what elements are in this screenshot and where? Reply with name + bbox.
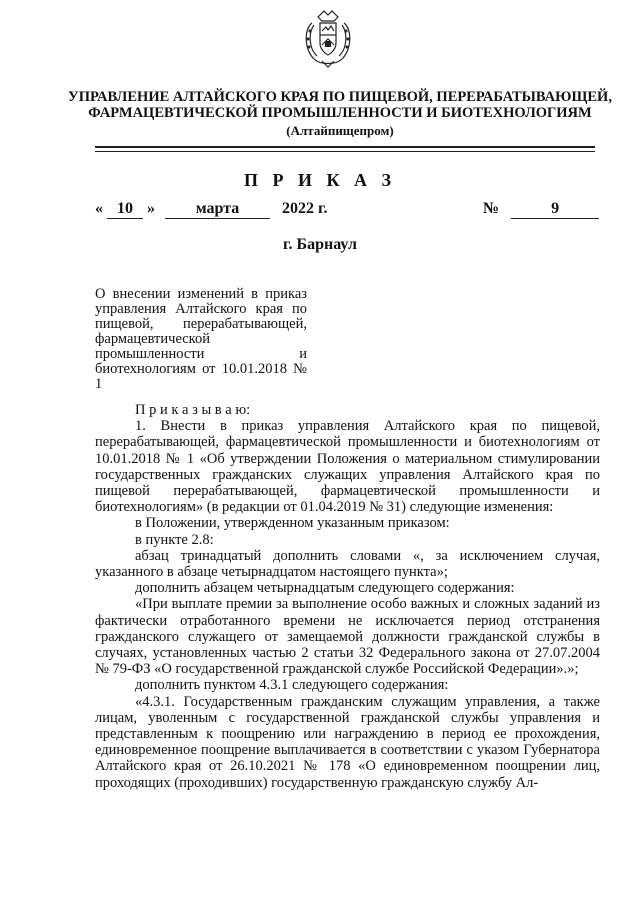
document-body	[95, 402, 600, 791]
body-paragraph: в Положении, утвержденном указанным приказом:	[135, 515, 450, 532]
date-year: 2022 г.	[282, 200, 328, 217]
org-name-line2: ФАРМАЦЕВТИЧЕСКОЙ ПРОМЫШЛЕННОСТИ И БИОТЕХНОЛОГИЯМ	[88, 105, 592, 121]
body-paragraph: в пункте 2.8:	[135, 531, 214, 548]
number-block	[483, 200, 599, 219]
number-label: №	[483, 200, 500, 217]
body-paragraph: абзац тринадцатый дополнить словами «, за исключением случая, указанного в абзаце четырнадцатом настоящего пункта»;	[95, 547, 600, 581]
date-month: марта	[165, 200, 270, 219]
org-short-name: (Алтайпищепром)	[286, 123, 394, 138]
header-rule-thick	[95, 146, 595, 148]
document-subject: О внесении изменений в приказ управления Алтайского края по пищевой, перерабатывающей, фармацевтической промышленности и биотехнологиям от 10.01.2018 № 1	[95, 286, 307, 392]
number-value: 9	[511, 200, 599, 219]
org-name-line1: УПРАВЛЕНИЕ АЛТАЙСКОГО КРАЯ ПО ПИЩЕВОЙ, ПЕРЕРАБАТЫВАЮЩЕЙ,	[68, 89, 612, 105]
body-paragraph: «4.3.1. Государственным гражданским служащим управления, а также лицам, уволенным с государственной гражданской службы управления и представленным к поощрению или награждению в период ее прохождения, единовременное поощрение выплачивается в соответствии с указом Губернатора Алтайского края от 26.10.2021 № 178 «О единовременном поощрении лиц, проходящих (проходивших) государственную гражданскую службу Ал-	[95, 693, 600, 791]
date-block	[95, 200, 327, 219]
header-rule-thin	[95, 151, 595, 152]
body-paragraph: дополнить абзацем четырнадцатым следующего содержания:	[135, 580, 515, 597]
body-paragraph: «При выплате премии за выполнение особо важных и сложных заданий из фактически отработанного времени не исключается период отстранения гражданского служащего от замещаемой должности гражданской службы в случаях, установленных частью 2 статьи 32 Федерального закона от 27.07.2004 № 79-ФЗ «О государственной гражданской службе Российской Федерации».»;	[95, 596, 600, 678]
document-type: П Р И К А З	[243, 170, 397, 190]
city: г. Барнаул	[283, 236, 357, 253]
date-day: 10	[107, 200, 143, 219]
coat-of-arms-icon	[298, 5, 358, 71]
body-paragraph: дополнить пунктом 4.3.1 следующего содержания:	[135, 677, 449, 694]
date-open-quote: «	[95, 200, 103, 217]
body-order-word: П р и к а з ы в а ю:	[135, 402, 251, 418]
body-paragraph: 1. Внести в приказ управления Алтайского края по пищевой, перерабатывающей, фармацевтической промышленности и биотехнологиям от 10.01.2018 № 1 «Об утверждении Положения о материальном стимулировании государственных гражданских служащих управления Алтайского края по пищевой перерабатывающей, фармацевтической промышленности и биотехнологиям» (в редакции от 01.04.2019 № 31) следующие изменения:	[95, 418, 600, 516]
date-close-quote: »	[147, 200, 155, 217]
